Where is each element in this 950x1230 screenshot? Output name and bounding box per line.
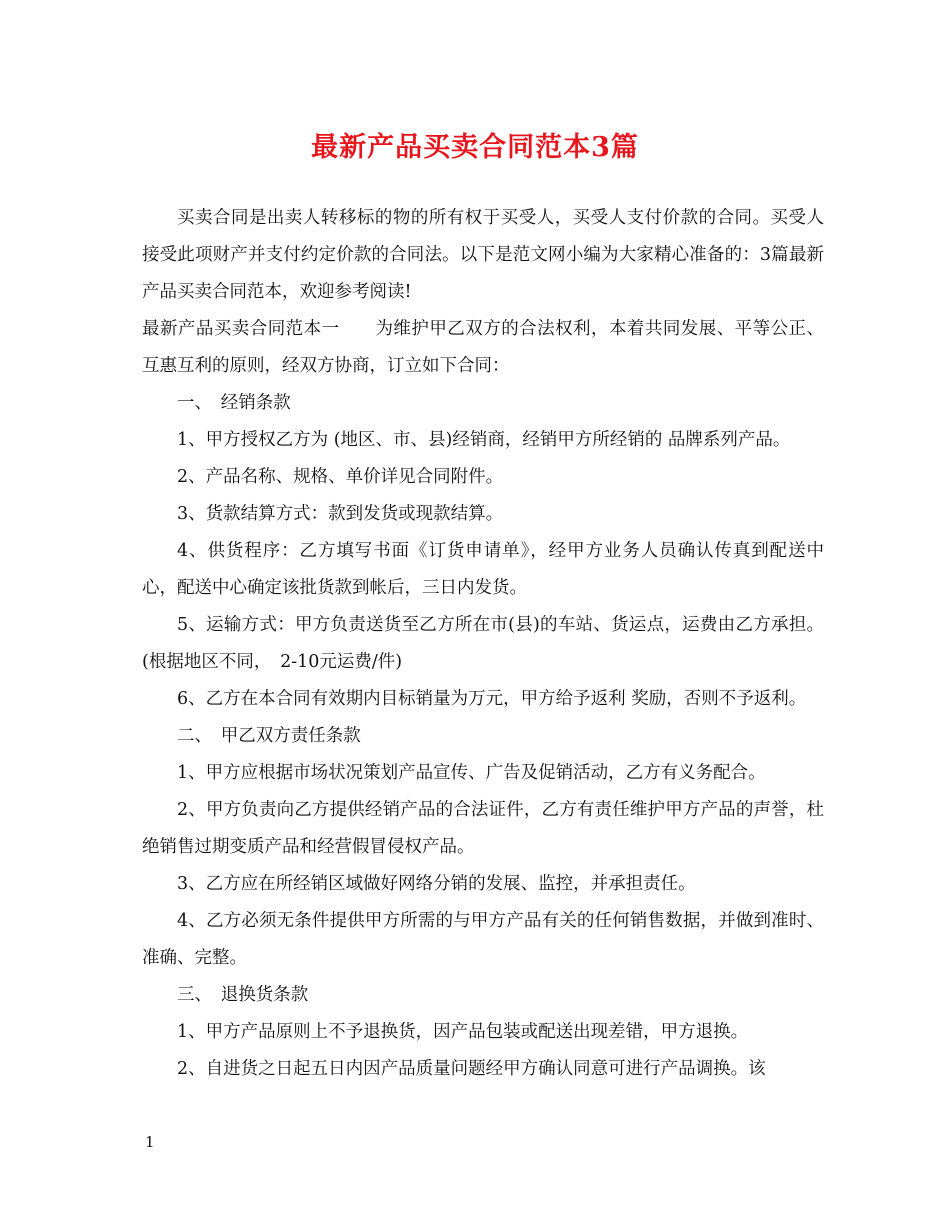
clause-paragraph: 3、货款结算方式：款到发货或现款结算。 xyxy=(177,504,504,524)
document-body xyxy=(142,200,824,1088)
clause-paragraph: 2、甲方负责向乙方提供经销产品的合法证件，乙方有责任维护甲方产品的声誉，杜绝销售过期变质产品和经营假冒侵权产品。 xyxy=(142,800,824,857)
clause-paragraph: 1、甲方应根据市场状况策划产品宣传、广告及促销活动，乙方有义务配合。 xyxy=(177,763,766,783)
clause-paragraph: 2、自进货之日起五日内因产品质量问题经甲方确认同意可进行产品调换。该 xyxy=(177,1059,766,1079)
clause-paragraph: 1、甲方授权乙方为 (地区、市、县)经销商，经销甲方所经销的 品牌系列产品。 xyxy=(177,430,791,450)
clause-paragraph: 4、乙方必须无条件提供甲方所需的与甲方产品有关的任何销售数据，并做到准时、准确、完整。 xyxy=(142,911,824,968)
clause-paragraph: 1、甲方产品原则上不予退换货，因产品包装或配送出现差错，甲方退换。 xyxy=(177,1022,749,1042)
clause-paragraph: 6、乙方在本合同有效期内目标销量为万元，甲方给予返利 奖励，否则不予返利。 xyxy=(177,689,807,709)
clause-paragraph: 4、供货程序：乙方填写书面《订货申请单》，经甲方业务人员确认传真到配送中心，配送中心确定该批货款到帐后，三日内发货。 xyxy=(142,541,824,598)
clause-paragraph: 3、乙方应在所经销区域做好网络分销的发展、监控，并承担责任。 xyxy=(177,874,696,894)
document-title: 最新产品买卖合同范本3篇 xyxy=(311,132,639,163)
section-heading-returns: 三、 退换货条款 xyxy=(177,985,309,1005)
intro-paragraph: 买卖合同是出卖人转移标的物的所有权于买受人，买受人支付价款的合同。买受人接受此项财产并支付约定价款的合同法。以下是范文网小编为大家精心准备的：3篇最新产品买卖合同范本，欢迎参考阅读! xyxy=(142,208,824,302)
page-number: 1 xyxy=(145,1133,155,1151)
section-heading-distribution: 一、 经销条款 xyxy=(177,393,291,413)
contract-one-heading-paragraph: 最新产品买卖合同范本一 为维护甲乙双方的合法权利，本着共同发展、平等公正、互惠互利的原则，经双方协商，订立如下合同： xyxy=(142,319,824,376)
clause-paragraph: 2、产品名称、规格、单价详见合同附件。 xyxy=(177,467,504,487)
clause-paragraph: 5、运输方式：甲方负责送货至乙方所在市(县)的车站、货运点，运费由乙方承担。(根据地区不同， 2-10元运费/件) xyxy=(142,615,824,672)
section-heading-responsibilities: 二、 甲乙双方责任条款 xyxy=(177,726,361,746)
